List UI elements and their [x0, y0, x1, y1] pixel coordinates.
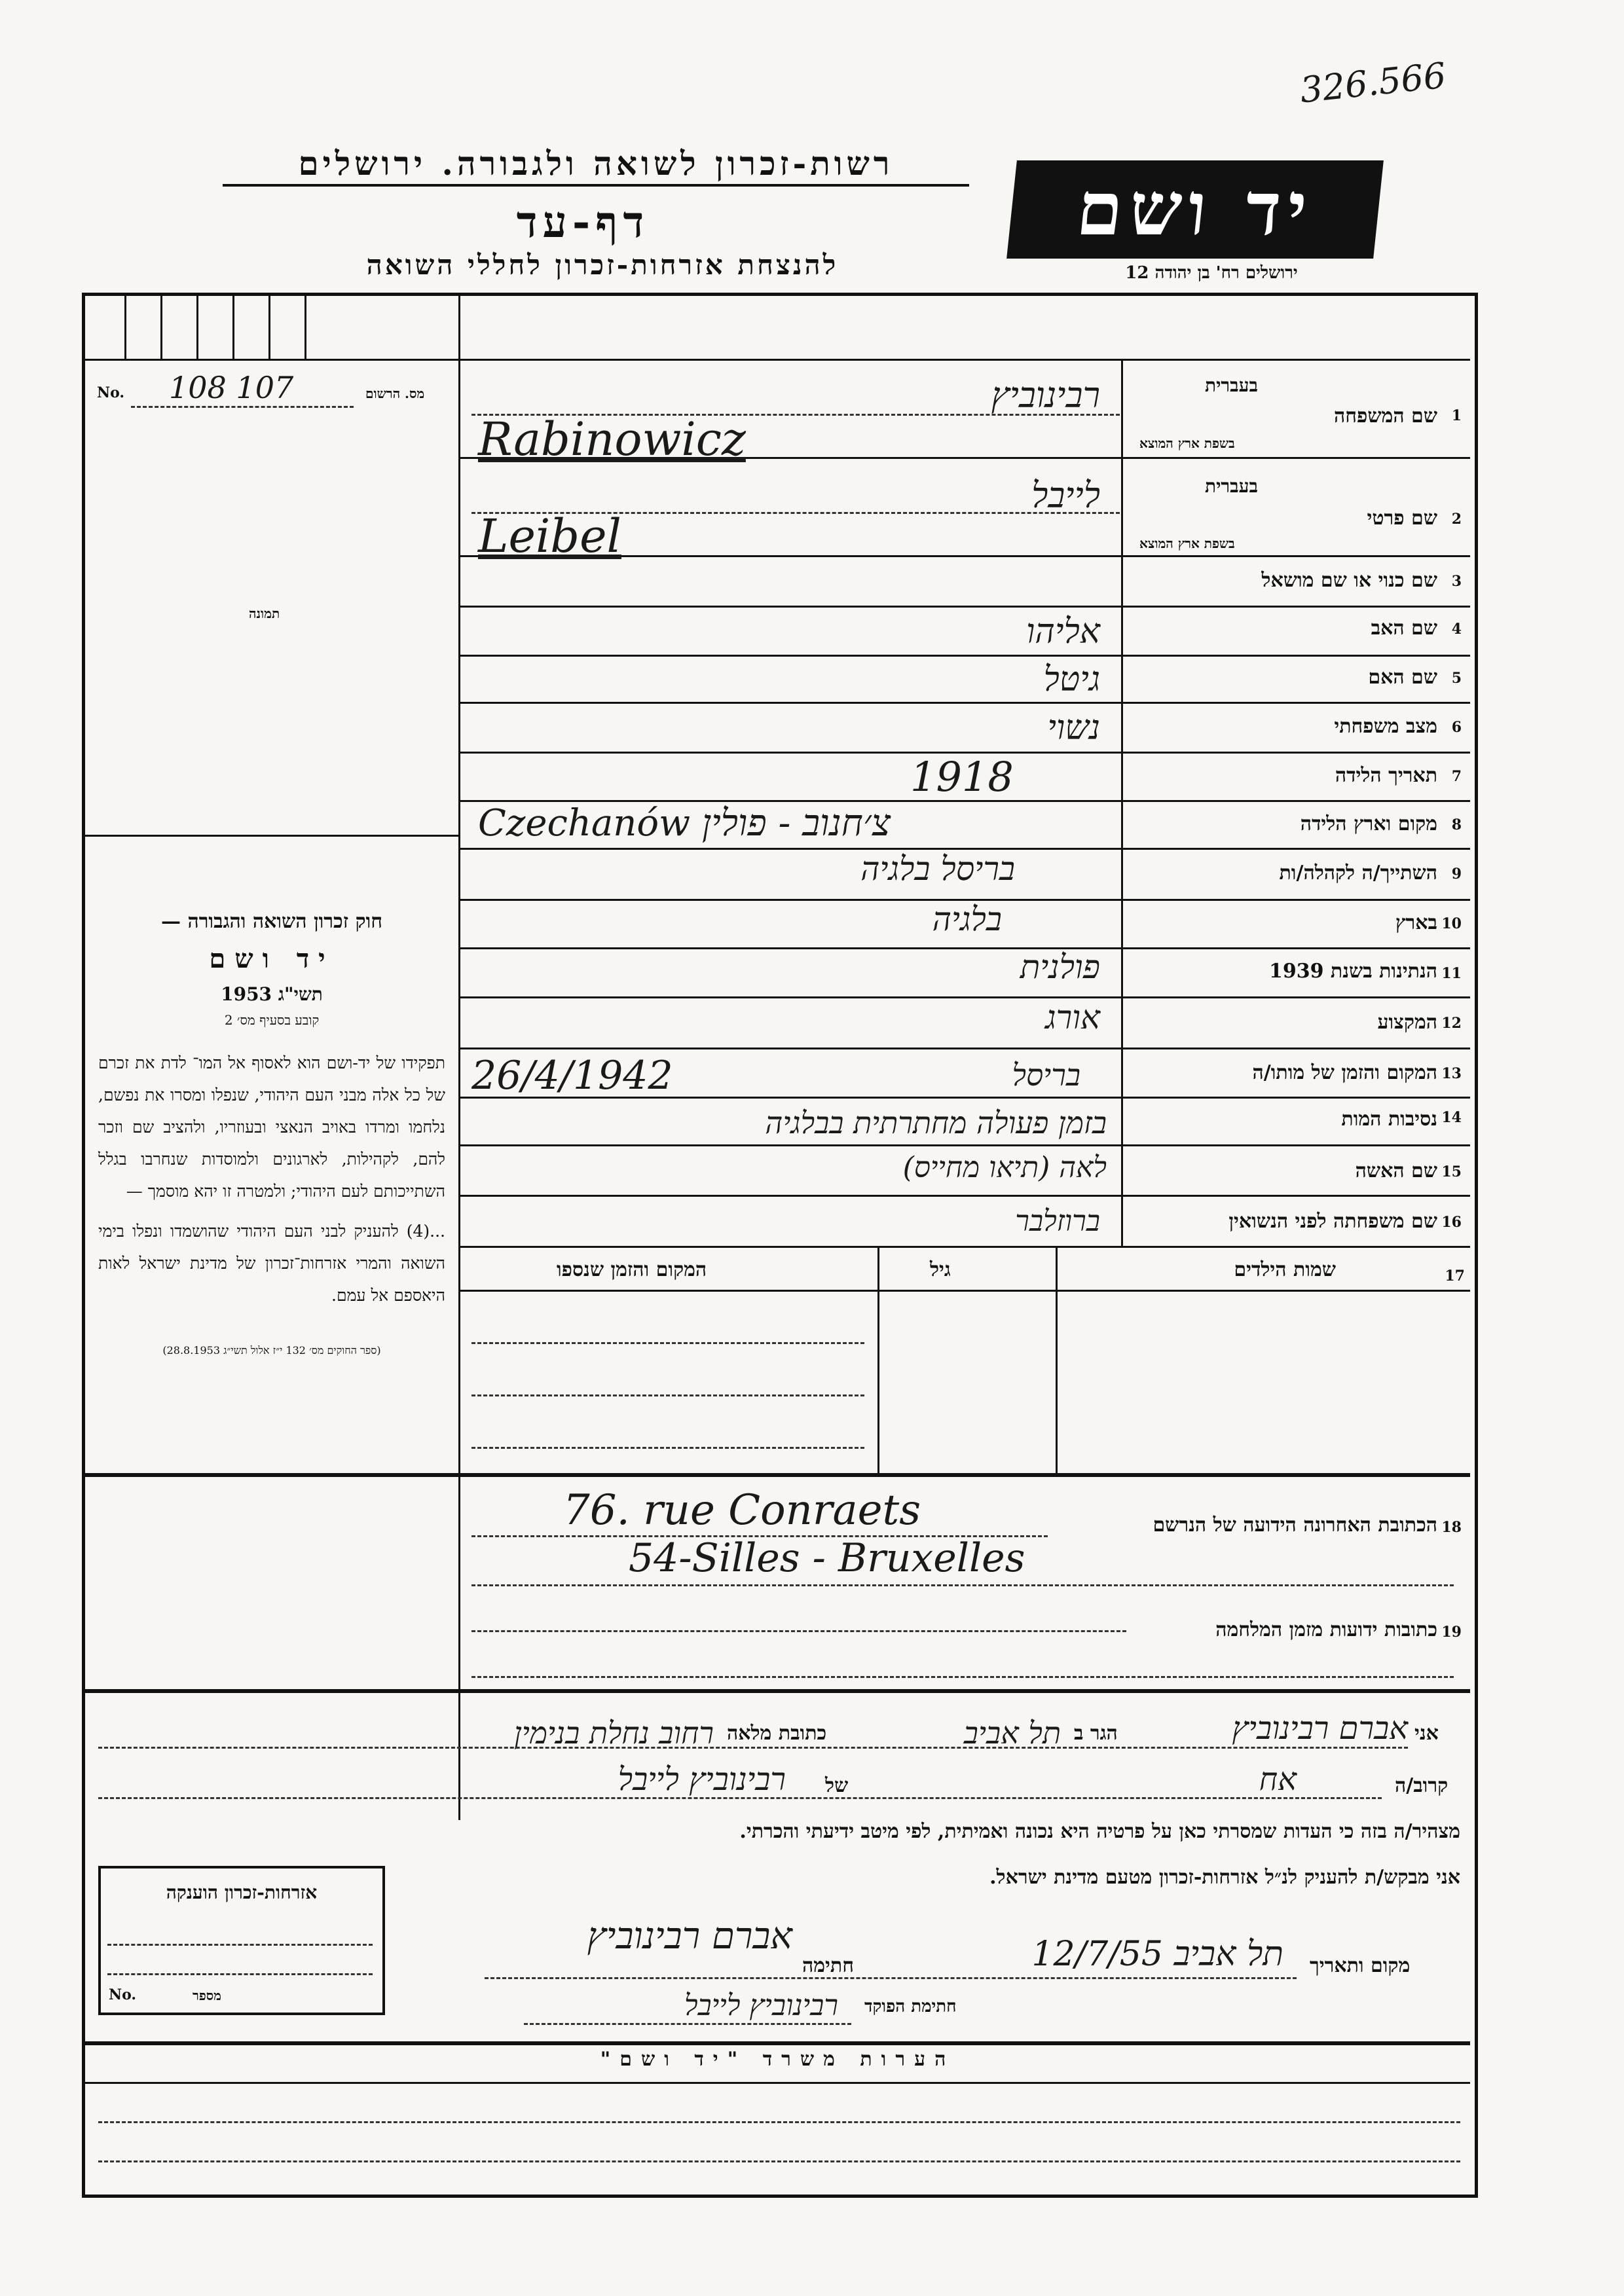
registration-row — [97, 370, 451, 409]
children-names-header: שמות הילדים — [1234, 1258, 1336, 1281]
first-name-latin-value[interactable]: Leibel — [478, 509, 621, 563]
birth-place-value[interactable]: צ׳חנוב - פולין Czechanów — [478, 802, 891, 845]
field-wartime-addresses — [1113, 1611, 1467, 1643]
field-label: המקום והזמן של מותו/ה — [1252, 1061, 1437, 1084]
field-number: 19 — [1441, 1624, 1462, 1641]
field-label: בארץ — [1395, 911, 1437, 934]
field-nationality-1939 — [1126, 951, 1467, 994]
field-number: 1 — [1451, 407, 1462, 424]
children-table-header — [458, 1250, 1470, 1290]
field-label: שם משפחתה לפני הנשואין — [1228, 1210, 1437, 1233]
father-name-value[interactable]: אליהו — [1026, 612, 1100, 651]
decl-resides-label: הגר ב — [1074, 1722, 1118, 1745]
children-place-time-header: המקום והזמן שנספו — [557, 1258, 707, 1281]
decl-of-label: של — [825, 1774, 849, 1797]
registration-no-label: No. — [97, 384, 125, 401]
field-label: כתובות ידועות מזמן המלחמה — [1215, 1618, 1437, 1641]
family-name-latin-value[interactable]: Rabinowicz — [478, 412, 746, 466]
decl-place-date-label: מקום ותאריך — [1310, 1954, 1411, 1977]
field-community — [1126, 851, 1467, 894]
decl-signature-label: חתימה — [802, 1954, 854, 1977]
field-sublabel-origin: בשפת ארץ המוצא — [1139, 435, 1235, 451]
field-father-name — [1126, 609, 1467, 652]
field-sublabel-hebrew: בעברית — [1205, 475, 1259, 497]
decl-request: אני מבקש/ת להעניק לנ״ל אזרחות-זכרון מטעם מדינת ישראל. — [989, 1866, 1460, 1889]
field-number: 11 — [1441, 965, 1462, 982]
decl-place-date-value[interactable]: תל אביב 12/7/55 — [1031, 1935, 1283, 1974]
decl-prefix: אני — [1414, 1722, 1439, 1745]
law-section: קובע בסעיף מס׳ 2 — [224, 1012, 320, 1028]
law-paragraph-1: תפקידו של יד-ושם הוא לאסוף אל המו־ לדת את זכרם של כל אלה מבני העם היהודי, שנפלו ומסרו את נפשם, נלחמו ומרדו באויב הנאצי ובעוזריו, ולהציב שם וזכר להם, לקהילות, לארגונים ולמוסדות שנחרבו בגלל השתייכותם לעם היהודי; ולמטרה זו יהא מוסמך — — [98, 1053, 445, 1201]
decl-relation[interactable]: אח — [1259, 1761, 1297, 1798]
registration-label: מס. הרשום — [365, 386, 425, 401]
decl-deceased-name[interactable]: רבינוביץ לייבל — [618, 1761, 786, 1798]
field-number: 7 — [1451, 768, 1462, 785]
field-marital-status — [1126, 706, 1467, 749]
country-value[interactable]: בלגיה — [932, 900, 1002, 938]
field-label: שם המשפחה — [1333, 405, 1437, 428]
field-number: 10 — [1441, 915, 1462, 932]
maiden-name-value[interactable]: ברוזלבר — [1015, 1205, 1100, 1238]
field-wife-name — [1126, 1149, 1467, 1192]
field-mother-name — [1126, 658, 1467, 701]
nationality-value[interactable]: פולנית — [1020, 948, 1100, 986]
children-age-header: גיל — [930, 1258, 951, 1281]
death-date-value[interactable]: 26/4/1942 — [471, 1053, 673, 1099]
last-address-line1[interactable]: 76. rue Conraets — [563, 1486, 921, 1535]
office-notes-header: הערות משרד "יד ושם" — [600, 2048, 955, 2071]
field-death-place-time — [1126, 1051, 1467, 1094]
field-country — [1126, 902, 1467, 945]
field-label: המקצוע — [1377, 1011, 1437, 1034]
death-circumstances-value[interactable]: בזמן פעולה מחתרתית בבלגיה — [765, 1105, 1107, 1140]
stamp-box-title: אזרחות-זכרון הוענקה — [166, 1882, 318, 1903]
logo-text: יד ושם — [1073, 166, 1318, 252]
field-number: 3 — [1451, 573, 1462, 590]
field-number: 4 — [1451, 621, 1462, 638]
field-number: 13 — [1441, 1065, 1462, 1082]
death-place-value[interactable]: בריסל — [1012, 1057, 1080, 1093]
field-first-name — [1126, 465, 1467, 553]
field-last-address — [1048, 1506, 1467, 1539]
field-sublabel-origin: בשפת ארץ המוצא — [1139, 536, 1235, 551]
field-label: שם פרטי — [1367, 507, 1437, 530]
law-name: יד ושם — [209, 943, 335, 974]
citizenship-granted-box — [98, 1866, 385, 2015]
wife-name-value[interactable]: לאה (תיאו מחייס) — [902, 1151, 1107, 1184]
birth-date-value[interactable]: 1918 — [910, 753, 1014, 801]
field-death-circumstances — [1126, 1100, 1467, 1143]
law-box — [98, 910, 445, 1357]
field-number: 18 — [1441, 1519, 1462, 1536]
stamp-box-no-label: No. — [109, 1986, 137, 2003]
photo-label: תמונה — [249, 606, 280, 621]
form-title: דף-עד — [516, 196, 650, 247]
field-label: שם כנוי או שם מושאל — [1261, 569, 1437, 592]
decl-full-address[interactable]: רחוב נחלת בנימין — [514, 1715, 714, 1751]
field-label: הנתינות בשנת 1939 — [1268, 960, 1437, 983]
authority-title: רשות-זכרון לשואה ולגבורה. ירושלים — [223, 144, 969, 187]
logo-address: ירושלים רח' בן יהודה 12 — [1125, 263, 1298, 283]
field-number: 16 — [1441, 1214, 1462, 1231]
field-label: הכתובת האחרונה הידועה של הנרשם — [1153, 1514, 1437, 1537]
field-label: השתייך/ה לקהלה/ות — [1279, 862, 1437, 884]
field-alias — [1126, 560, 1467, 603]
field-label: מקום וארץ הלידה — [1300, 812, 1437, 835]
field-label: שם האם — [1368, 666, 1437, 689]
field-label: שם האשה — [1355, 1159, 1437, 1182]
decl-officer-label: חתימת הפוקד — [864, 1997, 957, 2016]
field-number: 17 — [1445, 1267, 1465, 1285]
field-number: 8 — [1451, 816, 1462, 833]
field-sublabel-hebrew: בעברית — [1205, 374, 1259, 396]
field-label: שם האב — [1371, 617, 1437, 640]
field-label: מצב משפחתי — [1334, 715, 1437, 738]
field-birth-place — [1126, 803, 1467, 847]
field-number: 15 — [1441, 1163, 1462, 1180]
field-label: נסיבות המות — [1341, 1108, 1437, 1131]
field-occupation — [1126, 1000, 1467, 1044]
stamp-box-number-label: מספר — [193, 1988, 221, 2003]
form-subtitle: להנצחת אזרחות-זכרון לחללי השואה — [366, 249, 839, 281]
archive-number: 326.566 — [1298, 54, 1448, 111]
decl-witness-name[interactable]: אברם רבינוביץ — [1232, 1710, 1408, 1747]
marital-status-value[interactable]: נשוי — [1047, 708, 1100, 748]
family-name-hebrew-value[interactable]: רבינוביץ — [991, 374, 1100, 416]
law-year: תשי"ג 1953 — [221, 983, 323, 1005]
first-name-hebrew-value[interactable]: לייבל — [1031, 475, 1100, 516]
field-family-name — [1126, 367, 1467, 455]
decl-statement: מצהיר/ה בזה כי העדות שמסרתי כאן על פרטיה היא נכונה ואמיתית, לפי מיטב ידיעתי והכרתי. — [739, 1820, 1460, 1843]
decl-signature-value[interactable]: אברם רבינוביץ — [587, 1915, 792, 1958]
field-number: 12 — [1441, 1015, 1462, 1032]
field-number: 2 — [1451, 511, 1462, 528]
field-number: 6 — [1451, 719, 1462, 736]
yad-vashem-logo — [1006, 160, 1384, 259]
law-paragraph-2: ...(4) להעניק לבני העם היהודי שהושמדו ונפלו בימי השואה והמרי אזרחות־זכרון של מדינת ישראל לאות היאספם אל עמם. — [98, 1222, 445, 1305]
registration-number[interactable]: 108 107 — [169, 370, 294, 405]
field-birth-date — [1126, 755, 1467, 798]
field-number: 14 — [1441, 1109, 1462, 1126]
field-maiden-name — [1126, 1199, 1467, 1243]
decl-officer-value[interactable]: רבינוביץ לייבל — [684, 1989, 838, 2022]
last-address-line2[interactable]: 54-Silles - Bruxelles — [629, 1535, 1025, 1581]
field-number: 9 — [1451, 866, 1462, 883]
decl-address-label: כתובת מלאה — [727, 1722, 827, 1745]
mother-name-value[interactable]: גיטל — [1043, 660, 1100, 699]
decl-relative-label: קרוב/ה — [1395, 1774, 1449, 1797]
field-number: 5 — [1451, 670, 1462, 687]
occupation-value[interactable]: אורג — [1045, 998, 1100, 1036]
community-value[interactable]: בריסל בלגיה — [860, 850, 1015, 888]
decl-residence-place[interactable]: תל אביב — [963, 1715, 1061, 1751]
field-label: תאריך הלידה — [1335, 764, 1437, 787]
law-title: חוק זכרון השואה והגבורה — — [161, 910, 382, 933]
law-citation: (ספר החוקים מס׳ 132 י״ז אלול תשי״ג 28.8.1953) — [162, 1344, 381, 1357]
